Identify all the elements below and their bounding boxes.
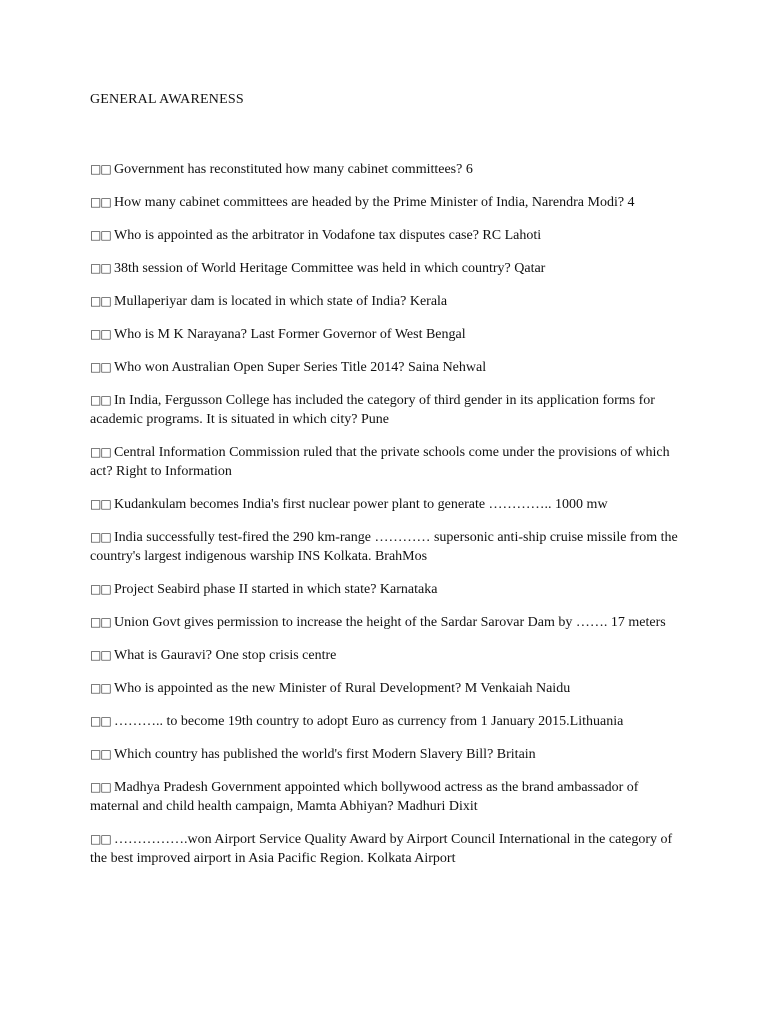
list-item — [90, 712, 690, 731]
question-text: India successfully test-fired the 290 km-range ………… supersonic anti-ship cruise missile from the country's largest indigenous warship INS Kolkata. BrahMos — [90, 530, 678, 564]
bullet-glyph: □□ — [90, 261, 111, 275]
list-item — [90, 259, 690, 278]
question-text: Project Seabird phase II started in which state? Karnataka — [114, 582, 438, 597]
bullet-glyph: □□ — [90, 327, 111, 341]
list-item — [90, 325, 690, 344]
list-item — [90, 830, 690, 868]
bullet-glyph: □□ — [90, 228, 111, 242]
bullet-glyph: □□ — [90, 393, 111, 407]
list-item — [90, 160, 690, 179]
list-item — [90, 528, 690, 566]
bullet-glyph: □□ — [90, 445, 111, 459]
list-item — [90, 778, 690, 816]
question-text: Which country has published the world's first Modern Slavery Bill? Britain — [114, 747, 536, 762]
question-text: Who won Australian Open Super Series Title 2014? Saina Nehwal — [114, 360, 487, 375]
list-item — [90, 292, 690, 311]
question-text: Who is appointed as the new Minister of Rural Development? M Venkaiah Naidu — [114, 681, 571, 696]
bullet-glyph: □□ — [90, 360, 111, 374]
question-text: Madhya Pradesh Government appointed which bollywood actress as the brand ambassador of maternal and child health campaign, Mamta Abhiyan? Madhuri Dixit — [90, 780, 639, 814]
question-text: ……….. to become 19th country to adopt Euro as currency from 1 January 2015.Lithuania — [114, 714, 624, 729]
bullet-glyph: □□ — [90, 162, 111, 176]
bullet-glyph: □□ — [90, 294, 111, 308]
bullet-glyph: □□ — [90, 648, 111, 662]
page-title: GENERAL AWARENESS — [90, 92, 244, 107]
list-item — [90, 613, 690, 632]
list-item — [90, 391, 690, 429]
question-text: Mullaperiyar dam is located in which state of India? Kerala — [114, 294, 448, 309]
question-text: Government has reconstituted how many cabinet committees? 6 — [114, 162, 473, 177]
bullet-glyph: □□ — [90, 681, 111, 695]
question-text: …………….won Airport Service Quality Award by Airport Council International in the category of the best improved airport in Asia Pacific Region. Kolkata Airport — [90, 832, 673, 866]
list-item — [90, 358, 690, 377]
list-item — [90, 745, 690, 764]
bullet-glyph: □□ — [90, 832, 111, 846]
list-item — [90, 495, 690, 514]
question-text: 38th session of World Heritage Committee was held in which country? Qatar — [114, 261, 546, 276]
question-text: Who is M K Narayana? Last Former Governor of West Bengal — [114, 327, 466, 342]
bullet-glyph: □□ — [90, 615, 111, 629]
question-list — [90, 160, 690, 882]
question-text: Union Govt gives permission to increase the height of the Sardar Sarovar Dam by ……. 17 meters — [114, 615, 666, 630]
bullet-glyph: □□ — [90, 747, 111, 761]
bullet-glyph: □□ — [90, 530, 111, 544]
bullet-glyph: □□ — [90, 714, 111, 728]
question-text: Kudankulam becomes India's first nuclear power plant to generate ………….. 1000 mw — [114, 497, 608, 512]
list-item — [90, 193, 690, 212]
question-text: Central Information Commission ruled that the private schools come under the provisions of which act? Right to Information — [90, 445, 670, 479]
bullet-glyph: □□ — [90, 780, 111, 794]
bullet-glyph: □□ — [90, 497, 111, 511]
question-text: What is Gauravi? One stop crisis centre — [114, 648, 337, 663]
bullet-glyph: □□ — [90, 195, 111, 209]
bullet-glyph: □□ — [90, 582, 111, 596]
question-text: In India, Fergusson College has included the category of third gender in its application forms for academic programs. It is situated in which city? Pune — [90, 393, 655, 427]
list-item — [90, 646, 690, 665]
question-text: Who is appointed as the arbitrator in Vodafone tax disputes case? RC Lahoti — [114, 228, 542, 243]
list-item — [90, 443, 690, 481]
list-item — [90, 226, 690, 245]
list-item — [90, 679, 690, 698]
question-text: How many cabinet committees are headed by the Prime Minister of India, Narendra Modi? 4 — [114, 195, 635, 210]
list-item — [90, 580, 690, 599]
